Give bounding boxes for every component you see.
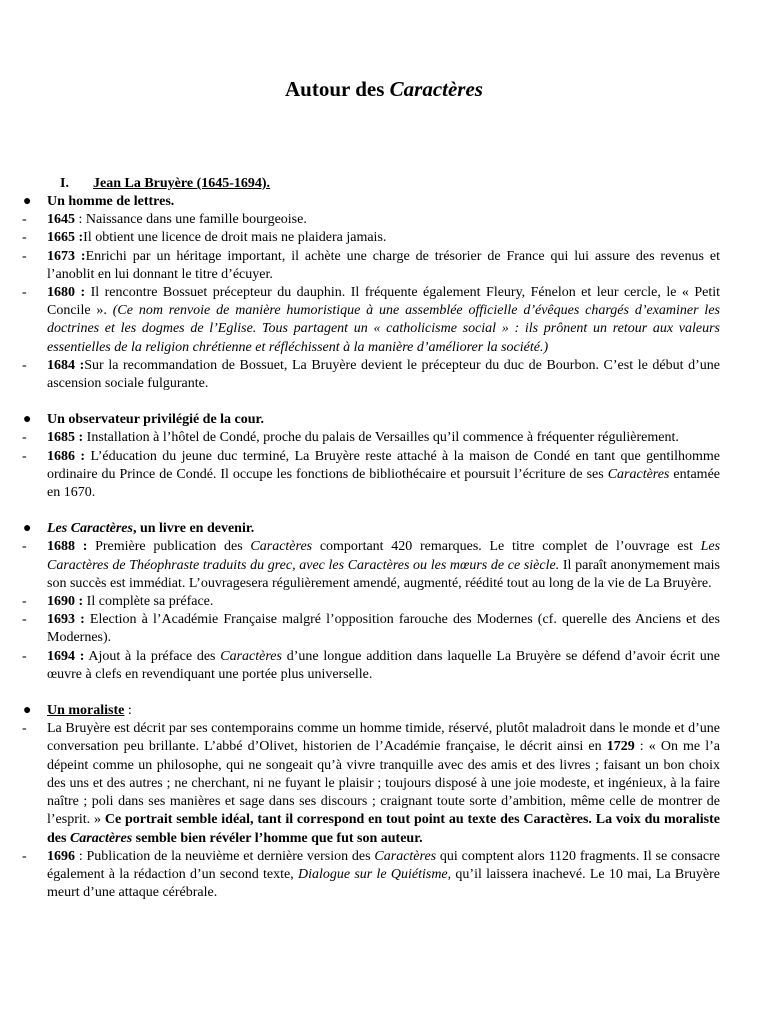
title-plain: Autour des bbox=[285, 77, 385, 101]
list-item bbox=[22, 611, 720, 647]
heading-text: Un moraliste bbox=[47, 703, 125, 719]
item-italic-note: (Ce nom renvoie de manière humoristique à une assemblée officielle d’évêques chargés d’examiner les doctrines et les dogmes de l’Eglise. Tous partagent un « catholicisme social » : ils prônent un retour aux valeurs essentielles de la religion chrétienne et réfléchissent à la manière d’améliorer la société.) bbox=[47, 303, 720, 355]
list-item bbox=[22, 284, 720, 357]
item-text: Naissance dans une famille bourgeoise. bbox=[85, 212, 307, 228]
list-item bbox=[22, 429, 720, 447]
bullet-marker: ● bbox=[23, 412, 32, 428]
spacer bbox=[22, 502, 720, 520]
bullet-heading bbox=[22, 193, 720, 211]
item-year: 1688 : bbox=[47, 539, 88, 555]
section-heading bbox=[60, 175, 270, 193]
heading-text: , un livre en devenir. bbox=[132, 521, 255, 537]
dash-marker: - bbox=[22, 357, 27, 373]
item-text: Enrichi par un héritage important, il achète une charge de trésorier de France qui lui assure des revenus et l’anoblit en lui donnant le titre d’écuyer. bbox=[47, 248, 720, 282]
item-text: Il complète sa préface. bbox=[86, 594, 214, 610]
item-text: : Publication de la neuvième et dernière version des bbox=[75, 848, 375, 864]
item-bold-conclusion: Ce portrait semble idéal, tant il correspond en tout point au texte des Caractères. La voix du moraliste des bbox=[47, 812, 721, 846]
item-sep bbox=[87, 539, 95, 554]
item-sep: : bbox=[75, 212, 86, 228]
bullet-heading bbox=[22, 702, 720, 720]
item-year: 1684 : bbox=[47, 357, 85, 373]
dash-marker: - bbox=[22, 448, 27, 464]
section-number: I. bbox=[60, 176, 69, 191]
item-italic: Caractères bbox=[607, 466, 670, 482]
item-year: 1729 bbox=[606, 739, 635, 755]
dash-marker: - bbox=[22, 594, 27, 610]
list-item bbox=[22, 229, 720, 247]
section-title: Jean La Bruyère (1645-1694). bbox=[93, 176, 271, 191]
item-quote: : « On me l’a dépeint comme un philosophe, qui ne songeait qu’à vivre tranquille avec des amis et des livres ; faisant un bon choix des uns et des autres ; ne cherchant, ni ne fuyant le plaisir ; toujours disposé à une joie modeste, et ingénieux, à la faire naître ; poli dans ses manières et sage dans ses discours ; craignant toute sorte d’ambition, même celle de montrer de l’esprit. » bbox=[47, 739, 720, 828]
item-text: Election à l’Académie Française malgré l’opposition farouche des Modernes (cf. querelle des Anciens et des Modernes). bbox=[47, 612, 720, 646]
item-text-tail: d’une longue addition dans laquelle La Bruyère se défend d’avoir écrit une œuvre à clefs en revendiquant une portée plus universelle. bbox=[47, 648, 720, 682]
item-year: 1673 : bbox=[47, 248, 86, 264]
item-year: 1696 bbox=[47, 848, 75, 864]
dash-marker: - bbox=[22, 230, 27, 246]
list-item bbox=[22, 648, 720, 684]
heading-text: Un observateur privilégié de la cour. bbox=[47, 412, 264, 428]
item-text: Ajout à la préface des bbox=[88, 648, 221, 664]
heading-tail: : bbox=[124, 703, 132, 719]
document-body bbox=[22, 193, 720, 902]
item-year: 1694 : bbox=[47, 648, 85, 664]
heading-italic: Les Caractères bbox=[47, 521, 133, 537]
dash-marker: - bbox=[22, 212, 27, 228]
page-title bbox=[0, 77, 768, 101]
dash-marker: - bbox=[22, 539, 27, 555]
item-text: Installation à l’hôtel de Condé, proche du palais de Versailles qu’il commence à fréquenter régulièrement. bbox=[86, 430, 679, 446]
dash-marker: - bbox=[22, 648, 27, 664]
bullet-marker: ● bbox=[23, 521, 32, 537]
dash-marker: - bbox=[22, 430, 27, 446]
item-year: 1645 bbox=[47, 212, 75, 228]
item-year: 1693 : bbox=[47, 612, 85, 628]
item-text-tail: entamée en 1670. bbox=[47, 466, 720, 501]
item-italic: Caractères bbox=[374, 848, 437, 864]
list-item bbox=[22, 538, 720, 593]
item-italic: Caractères bbox=[220, 648, 282, 664]
item-bold-tail: semble bien révéler l’homme que fut son auteur. bbox=[132, 830, 423, 846]
bullet-heading bbox=[22, 520, 720, 538]
dash-marker: - bbox=[22, 285, 27, 301]
bullet-heading bbox=[22, 411, 720, 429]
dash-marker: - bbox=[22, 612, 27, 628]
item-text: Sur la recommandation de Bossuet, La Bruyère devient le précepteur du duc de Bourbon. C’est le début d’une ascension sociale fulgurante. bbox=[47, 357, 720, 392]
item-year: 1680 : bbox=[47, 285, 86, 301]
item-text: Première publication des bbox=[95, 539, 251, 555]
item-year: 1686 : bbox=[47, 448, 86, 464]
spacer bbox=[22, 684, 720, 702]
item-italic-title: Dialogue sur le Quiétisme bbox=[298, 866, 448, 882]
item-text-mid: qui comptent alors 1120 fragments. Il se consacre également à la rédaction d’un second texte, bbox=[47, 848, 720, 882]
item-text: Il obtient une licence de droit mais ne plaidera jamais. bbox=[83, 230, 387, 246]
list-item bbox=[22, 211, 720, 229]
item-italic-title: Les Caractères de Théophraste traduits du grec, avec les Caractères ou les mœurs de ce siècle. bbox=[47, 539, 721, 573]
item-year: 1690 : bbox=[47, 594, 84, 610]
list-item bbox=[22, 720, 720, 847]
title-italic: Caractères bbox=[389, 77, 483, 101]
item-bold-italic: Caractères bbox=[69, 830, 133, 846]
list-item bbox=[22, 448, 720, 503]
item-year: 1685 : bbox=[47, 430, 84, 446]
dash-marker: - bbox=[22, 248, 27, 264]
item-text: L’éducation du jeune duc terminé, La Bruyère reste attaché à la maison de Condé en tant que gentilhomme ordinaire du Prince de Condé. Il occupe les fonctions de bibliothécaire et poursuit l’écriture de ses bbox=[47, 448, 721, 482]
dash-marker: - bbox=[22, 721, 27, 737]
item-year: 1665 : bbox=[47, 230, 84, 246]
heading-text: Un homme de lettres. bbox=[47, 194, 175, 209]
item-text-mid: comportant 420 remarques. Le titre complet de l’ouvrage est bbox=[312, 539, 701, 555]
list-item bbox=[22, 357, 720, 393]
item-text-tail: Il paraît anonymement mais son succès est immédiat. L’ouvragesera régulièrement amendé, augmenté, réédité tout au long de la vie de La Bruyère. bbox=[47, 557, 720, 591]
item-text: La Bruyère est décrit par ses contemporains comme un homme timide, réservé, plutôt maladroit dans le monde et d’une conversation peu brillante. L’abbé d’Olivet, historien de l’Académie française, le décrit ainsi en bbox=[47, 721, 720, 755]
list-item bbox=[22, 248, 720, 284]
dash-marker: - bbox=[22, 848, 27, 864]
bullet-marker: ● bbox=[23, 194, 32, 209]
list-item bbox=[22, 848, 720, 903]
spacer bbox=[22, 393, 720, 411]
item-text-tail: , qu’il laissera inachevé. Le 10 mai, La Bruyère meurt d’une attaque cérébrale. bbox=[47, 866, 721, 901]
bullet-marker: ● bbox=[23, 703, 32, 719]
item-italic: Caractères bbox=[250, 539, 313, 555]
list-item bbox=[22, 593, 720, 611]
item-text: Il rencontre Bossuet précepteur du dauphin. Il fréquente également Fleury, Fénelon et leur cercle, le « Petit Concile ». bbox=[47, 285, 721, 319]
